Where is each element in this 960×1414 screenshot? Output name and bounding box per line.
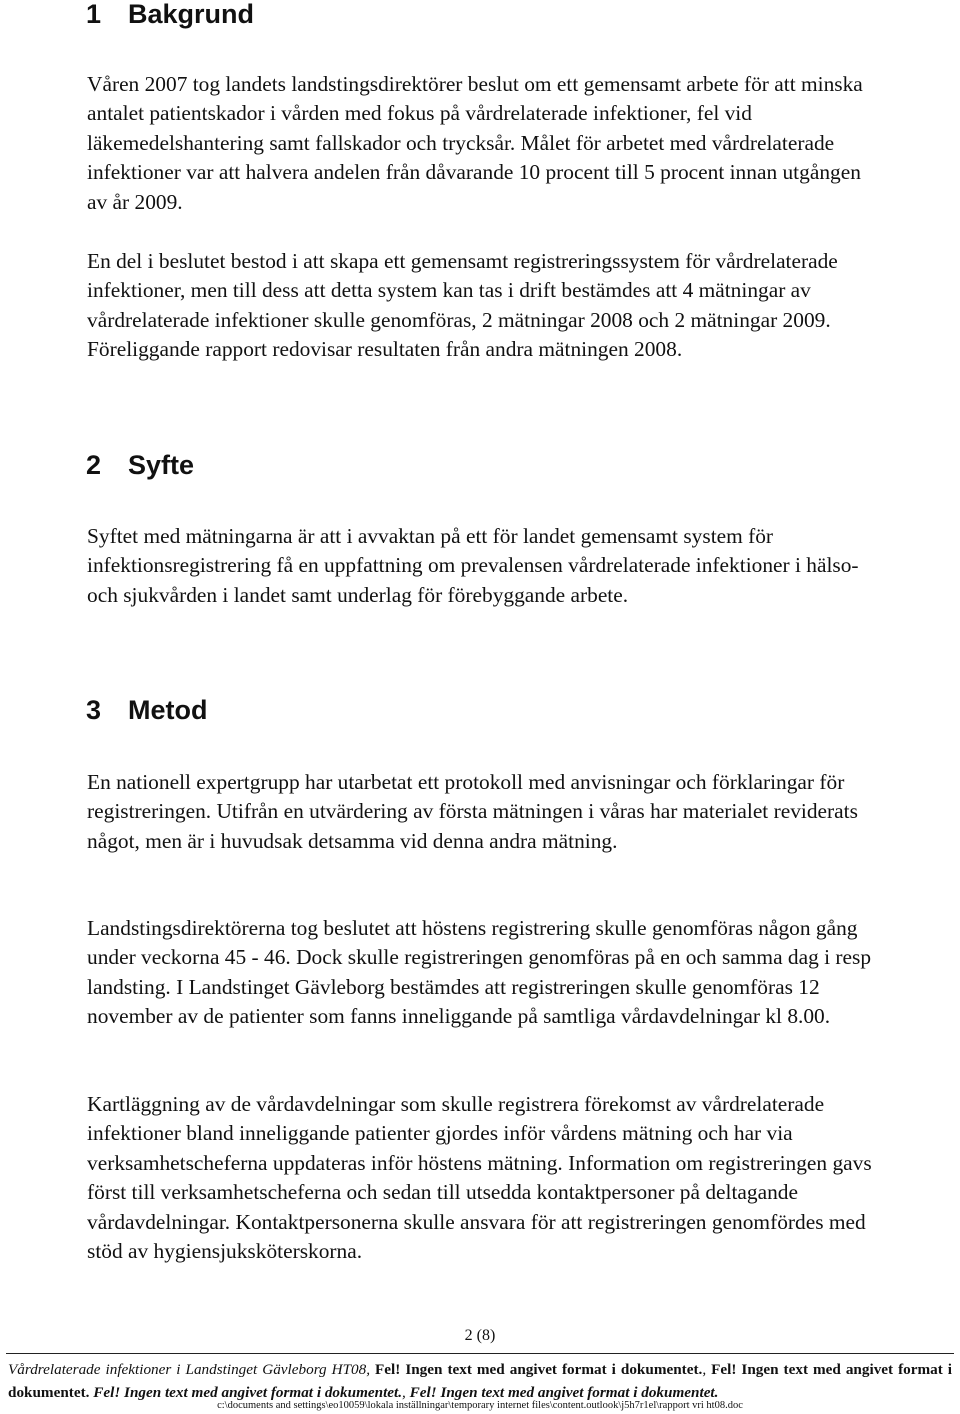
paragraph-syfte-1: Syftet med mätningarna är att i avvaktan på ett för landet gemensamt system för infektionsregistrering få en uppfattning om prevalensen vårdrelaterade infektioner i hälso- och sjukvården i landet samt underlag för förebyggande arbete. [87,524,859,607]
footer-error-text: Fel! Ingen text med angivet format i dokumentet. [8,1361,952,1401]
footer-running-title [8,1358,952,1404]
footer-error-text: Fel! Ingen text med angivet format i dokumentet. [375,1361,703,1378]
section-number: 1 [86,0,102,29]
paragraph-bakgrund-1: Våren 2007 tog landets landstingsdirektörer beslut om ett gemensamt arbete för att minska antalet patientskador i vården med fokus på vårdrelaterade infektioner, fel vid läkemedelshantering samt fallskador och trycksår. Målet för arbetet med vårdrelaterade infektioner var att halvera andelen från dåvarande 10 procent till 5 procent innan utgången av år 2009. [87,72,863,214]
footer-separator: , [402,1384,406,1401]
section-heading-metod [86,694,207,726]
section-heading-syfte [86,449,194,481]
paragraph-metod-2: Landstingsdirektörerna tog beslutet att höstens registrering skulle genomföras någon gång under veckorna 45 - 46. Dock skulle registreringen genomföras på en och samma dag i resp landsting. I Landstinget Gävleborg bestämdes att registreringen skulle genomföras 12 november av de patienter som fanns inneliggande på samtliga vårdavdelningar kl 8.00. [87,916,872,1029]
footer-separator: , [702,1361,707,1378]
footer-error-text: Fel! Ingen text med angivet format i dokumentet. [93,1384,403,1401]
section-title: Syfte [128,450,195,480]
section-number: 3 [86,695,102,725]
paragraph-metod-1: En nationell expertgrupp har utarbetat ett protokoll med anvisningar och förklaringar för registreringen. Utifrån en utvärdering av första mätningen i våras har materialet reviderats något, men är i huvudsak detsamma vid denna andra mätning. [87,770,858,853]
section-number: 2 [86,450,102,480]
section-title: Bakgrund [128,0,255,29]
footer-divider [6,1353,954,1354]
footer-error-text: Fel! Ingen text med angivet format i dokumentet. [409,1384,719,1401]
paragraph-metod-3: Kartläggning av de vårdavdelningar som skulle registrera förekomst av vårdrelaterade infektioner bland inneliggande patienter gjordes inför vårdens mätning och har via verksamhetscheferna uppdateras inför höstens mätning. Information om registreringen gavs först till verksamhetscheferna och sedan till utsedda kontaktpersoner på deltagande vårdavdelningar. Kontaktpersonerna skulle ansvara för att registreringen genomfördes med stöd av hygiensjuksköterskorna. [87,1092,872,1264]
section-title: Metod [128,695,208,725]
page-number: 2 (8) [464,1327,496,1344]
section-heading-bakgrund [86,0,254,30]
footer-file-path: c:\documents and settings\eo10059\lokala inställningar\temporary internet files\content.outlook\j5h7r1el\rapport vri ht08.doc [217,1400,743,1411]
paragraph-bakgrund-2: En del i beslutet bestod i att skapa ett gemensamt registreringssystem för vårdrelaterade infektioner, men till dess att detta system kan tas i drift bestämdes att 4 mätningar av vårdrelaterade infektioner skulle genomföras, 2 mätningar 2008 och 2 mätningar 2009. Föreliggande rapport redovisar resultaten från andra mätningen 2008. [87,249,838,362]
footer-report-title: Vårdrelaterade infektioner i Landstinget Gävleborg HT08, [8,1361,371,1378]
